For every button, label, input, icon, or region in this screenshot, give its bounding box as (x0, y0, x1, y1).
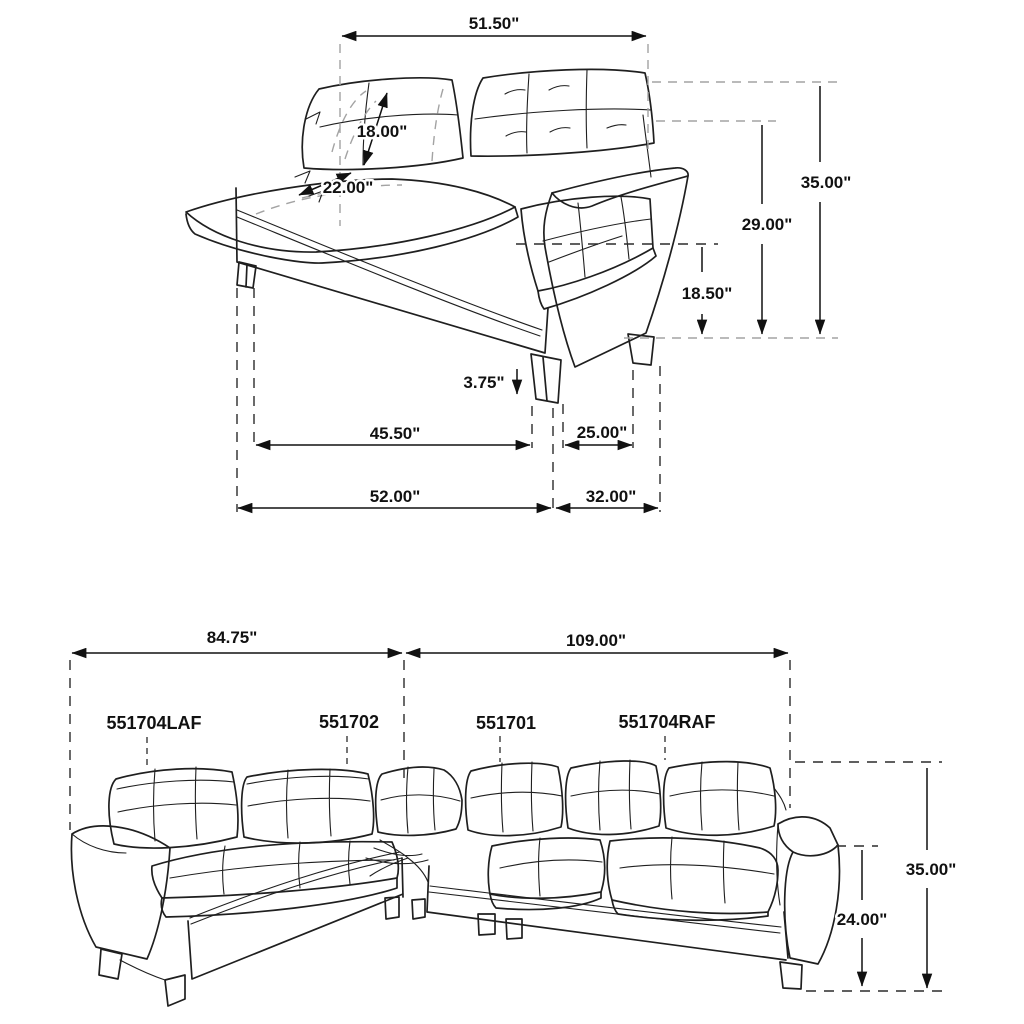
loveseat-front-right-leg (531, 354, 561, 403)
dim-sectional-height: 35.00" (905, 860, 957, 879)
right-wing-seat-tufts (500, 838, 602, 896)
loveseat-rail-piping (237, 210, 542, 336)
dim-base-depth: 25.00" (576, 423, 628, 442)
back-post-line (643, 115, 651, 177)
right-arm-top (552, 168, 688, 208)
right-wing-seat (488, 838, 604, 898)
dim-sectional-arm-height: 24.00" (836, 910, 888, 929)
loveseat-dimensions (238, 14, 851, 508)
dim-seat-depth: 22.00" (322, 178, 374, 197)
loveseat-drawing (186, 69, 688, 403)
back-tuft-lines (571, 760, 660, 830)
dim-right-width: 109.00" (565, 631, 627, 650)
back-tuft-lines (471, 762, 562, 832)
part-label-laf: 551704LAF (106, 713, 202, 733)
left-back-crease-mark (306, 112, 320, 124)
dim-overall-depth: 32.00" (585, 487, 637, 506)
back-cushion (566, 761, 661, 835)
dim-back-height: 29.00" (741, 215, 793, 234)
part-label-raf: 551704RAF (618, 712, 716, 732)
sectional-dimensions (72, 628, 956, 988)
sectional-part-labels (106, 712, 715, 733)
right-seat-tuft-lines (543, 197, 651, 277)
back-cushion (466, 763, 563, 835)
sectional-drawing (71, 760, 839, 1006)
right-wing-seat (607, 838, 778, 914)
right-back-tuft-lines (475, 70, 651, 153)
dim-leg-height: 3.75" (463, 373, 505, 392)
dim-back-width: 51.50" (468, 14, 520, 33)
left-arm-base-edge (120, 960, 165, 980)
dim-back-cushion-height: 18.00" (356, 122, 408, 141)
dim-overall-width: 52.00" (369, 487, 421, 506)
corner-leg (385, 897, 425, 919)
dim-left-width: 84.75" (206, 628, 258, 647)
back-tuft-lines (670, 762, 774, 830)
right-arm-leg (780, 962, 802, 989)
right-wing-leg (478, 914, 522, 939)
sectional-right-arm-top (778, 817, 838, 856)
left-wing-front-leg (165, 975, 185, 1006)
part-label-armless-right: 551701 (475, 713, 537, 733)
dim-seat-width: 45.50" (369, 424, 421, 443)
corner-back-cushion (376, 767, 462, 835)
right-back-cushion (471, 69, 655, 156)
sectional-extension-lines (70, 660, 942, 991)
left-arm-leg (99, 949, 122, 979)
sectional-right-arm-side (785, 845, 840, 964)
left-wing-seat (152, 842, 399, 898)
back-tuft-lines (117, 767, 236, 841)
loveseat-frame (236, 188, 548, 353)
back-tuft-lines (247, 769, 370, 838)
extension-line (237, 288, 660, 512)
part-label-armless-left: 551702 (318, 712, 380, 732)
back-cushion (242, 769, 374, 843)
right-wing-rail-piping (429, 886, 781, 933)
dim-overall-height: 35.00" (800, 173, 852, 192)
loveseat-extension-lines (237, 44, 838, 512)
loveseat-front-left-leg (237, 262, 256, 288)
corner-back-tufts (381, 767, 460, 833)
back-cushion (664, 762, 776, 836)
left-arm-slab-edge (72, 834, 126, 853)
dim-arm-height: 18.50" (681, 284, 733, 303)
